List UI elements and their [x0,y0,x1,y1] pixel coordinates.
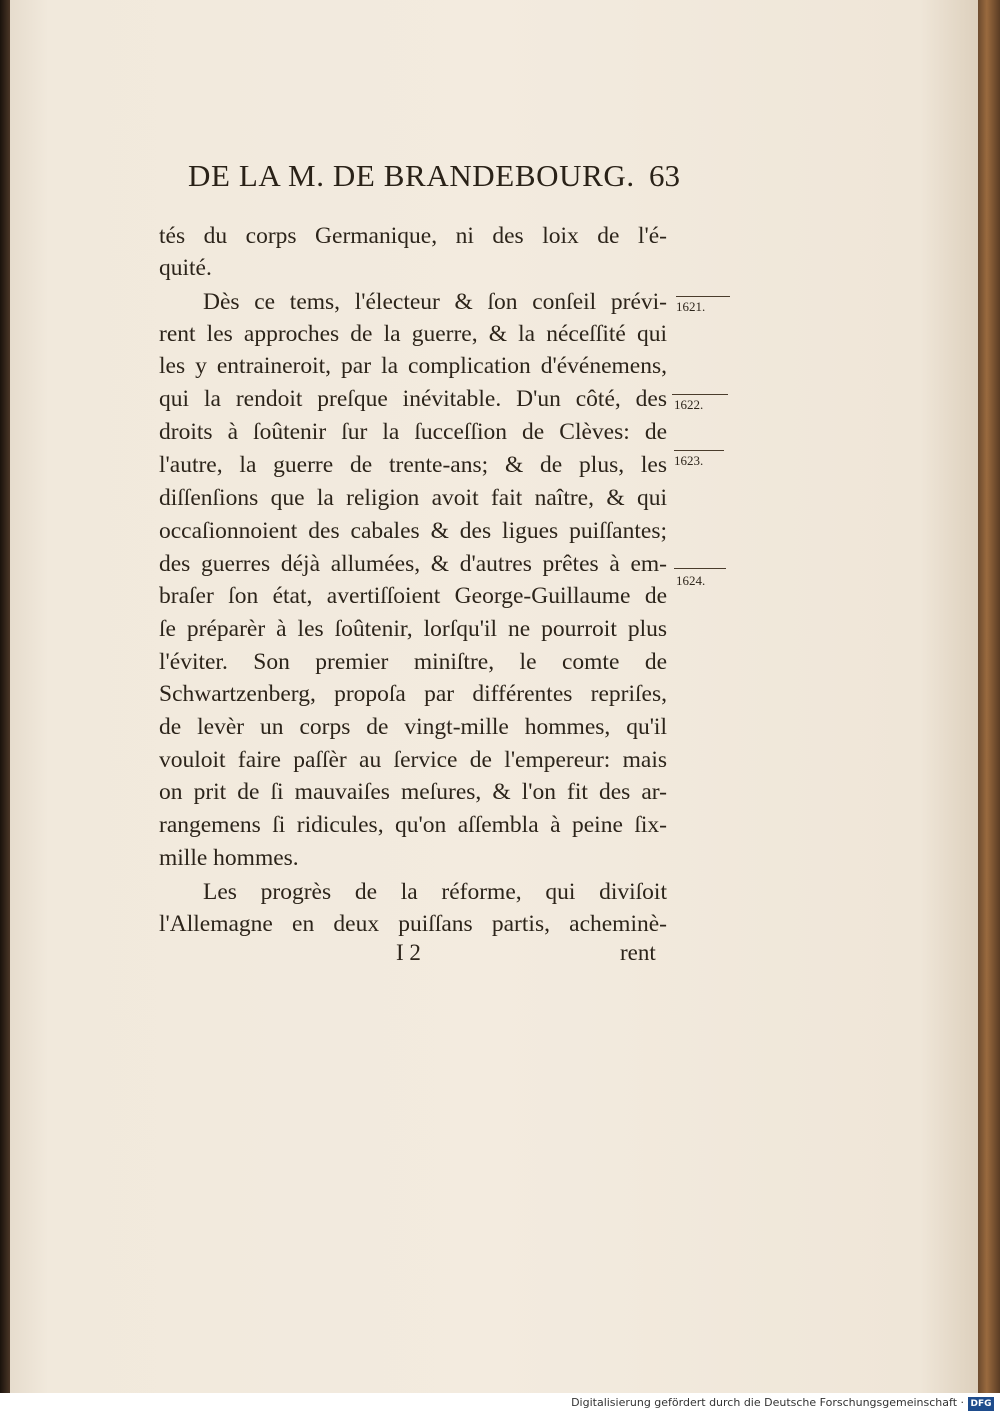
book-spine-edge [978,0,1000,1393]
page-number: 63 [649,158,680,193]
margin-year: 1623. [674,453,704,468]
text-line: occaſionnoient des cabales & des ligues puiſſantes; [159,518,667,544]
text-line: des guerres déjà allumées, & d'autres prêtes à em- [159,551,667,577]
text-line: ſe préparèr à les ſoûtenir, lorſqu'il ne pourroit plus [159,616,667,642]
text-line: rent les approches de la guerre, & la néceſſité qui [159,321,667,347]
margin-year: 1624. [676,573,706,588]
text-line: mille hommes. [159,845,299,871]
margin-year: 1622. [674,397,704,412]
running-title: DE LA M. DE BRANDEBOURG. [188,158,635,193]
text-line: tés du corps Germanique, ni des loix de l'é- [159,223,667,249]
text-line: Les progrès de la réforme, qui diviſoit [203,879,667,905]
margin-rule [674,450,724,451]
dfg-logo: DFG [968,1397,994,1411]
digitization-credit-bar [0,1393,1000,1415]
text-line: Schwartzenberg, propoſa par différentes repriſes, [159,681,667,707]
margin-rule [676,296,730,297]
text-line: on prit de ſi mauvaiſes meſures, & l'on fit des ar- [159,779,667,805]
text-line: rangemens ſi ridicules, qu'on aſſembla à peine ſix- [159,812,667,838]
signature-mark: I 2 [396,940,421,965]
margin-rule [674,568,726,569]
text-line: l'autre, la guerre de trente-ans; & de plus, les [159,452,667,478]
text-line: l'éviter. Son premier miniſtre, le comte de [159,649,667,675]
credit-text: Digitalisierung gefördert durch die Deutsche Forschungsgemeinschaft · [571,1396,964,1409]
margin-year: 1621. [676,299,706,314]
text-line: quité. [159,255,212,281]
text-line: droits à ſoûtenir ſur la ſucceſſion de Clèves: de [159,419,667,445]
text-line: de levèr un corps de vingt-mille hommes, qu'il [159,714,667,740]
text-line: qui la rendoit preſque inévitable. D'un côté, des [159,386,667,412]
text-line: les y entraineroit, par la complication d'événemens, [159,353,667,379]
margin-rule [672,394,728,395]
text-line: braſer ſon état, avertiſſoient George-Guillaume de [159,583,667,609]
page-header [188,158,680,202]
left-page-edge [0,0,10,1393]
text-line: Dès ce tems, l'électeur & ſon conſeil prévi- [203,289,667,315]
text-line: diſſenſions que la religion avoit fait naître, & qui [159,485,667,511]
text-line: l'Allemagne en deux puiſſans partis, acheminè- [159,911,667,937]
catchword: rent [620,940,656,965]
text-line: vouloit faire paſſèr au ſervice de l'empereur: mais [159,747,667,773]
